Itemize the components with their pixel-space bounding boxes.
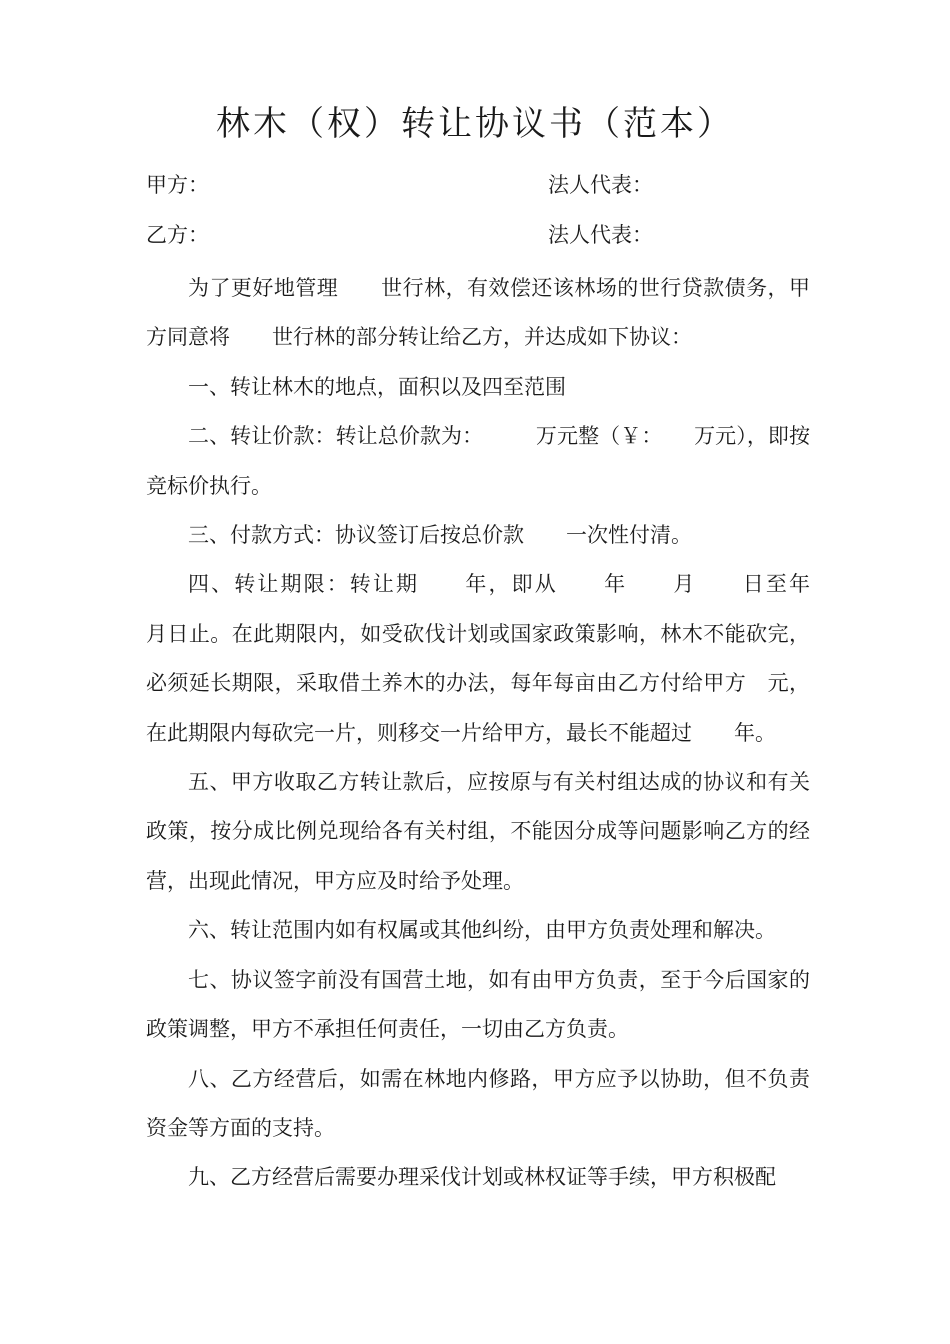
clause-1: 一、转让林木的地点，面积以及四至范围 [188,374,566,399]
clause-4: 四、转让期限：转让期 年，即从 年 月 日至年 月日止。在此期限内，如受砍伐计划或国家政策影响，林木不能砍完，必须延长期限，采取借土养木的办法，每年每亩由乙方付给甲方 元，在此期限内每砍完一片，则移交一片给甲方，最长不能超过 年。 [146,572,852,745]
document-title: 林木（权）转让协议书（范本） [216,104,734,144]
clause-3: 三、付款方式：协议签订后按总价款 一次性付清。 [188,523,692,548]
clause-9: 九、乙方经营后需要办理采伐计划或林权证等手续，甲方积极配 [188,1165,776,1190]
agreement-body [146,264,852,1203]
clause-8: 八、乙方经营后，如需在林地内修路，甲方应予以协助，但不负责资金等方面的支持。 [146,1066,810,1140]
clause-5: 五、甲方收取乙方转让款后，应按原与有关村组达成的协议和有关政策，按分成比例兑现给各有关村组，不能因分成等问题影响乙方的经营，出现此情况，甲方应及时给予处理。 [146,770,810,893]
clause-7: 七、协议签字前没有国营土地，如有由甲方负责，至于今后国家的政策调整，甲方不承担任何责任，一切由乙方负责。 [146,967,810,1042]
clause-6: 六、转让范围内如有权属或其他纠纷，由甲方负责处理和解决。 [188,918,776,943]
clause-2: 二、转让价款：转让总价款为： 万元整（￥： 万元），即按竞标价执行。 [146,424,810,498]
party-a-rep-label: 法人代表： [548,173,653,197]
party-a-label: 甲方： [146,173,209,197]
party-b-label: 乙方： [146,223,209,247]
clause-preamble: 为了更好地管理 世行林，有效偿还该林场的世行贷款债务，甲方同意将 世行林的部分转让给乙方，并达成如下协议： [146,276,810,350]
party-b-rep-label: 法人代表： [548,223,653,247]
